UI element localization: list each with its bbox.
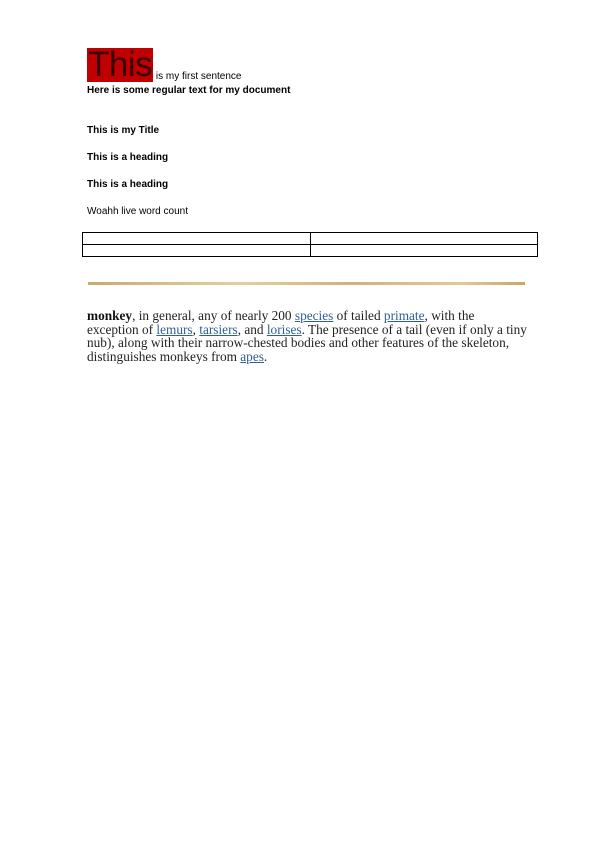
paragraph-text: , in general, any of nearly 200 <box>132 308 295 323</box>
heading-1: This is a heading <box>87 152 169 163</box>
regular-text-line: Here is some regular text for my document <box>87 85 291 96</box>
document-title: This is my Title <box>87 125 160 136</box>
heading-2: This is a heading <box>87 179 169 190</box>
table-cell[interactable] <box>83 233 311 245</box>
link-species[interactable]: species <box>294 308 334 323</box>
table-cell[interactable] <box>83 245 311 257</box>
table-cell[interactable] <box>310 245 538 257</box>
paragraph-text: of tailed <box>333 308 384 323</box>
first-sentence-rest: is my first sentence <box>153 71 242 82</box>
table-row <box>83 233 538 245</box>
paragraph-text: . The presence of a tail (even if only a tiny nub), along with their narrow-chested bodies and other features of the skeleton, distinguishes monkeys from <box>87 321 527 364</box>
link-tarsiers[interactable]: tarsiers <box>199 321 238 337</box>
link-lemurs[interactable]: lemurs <box>156 321 193 337</box>
paragraph-text: , with the exception of <box>87 308 475 337</box>
paragraph-text: . <box>263 348 268 364</box>
monkey-paragraph <box>87 309 527 363</box>
highlighted-large-word: This <box>88 45 153 84</box>
link-lorises[interactable]: lorises <box>266 321 302 337</box>
link-primate[interactable]: primate <box>383 308 425 323</box>
paragraph-text: , and <box>237 321 267 337</box>
table-cell[interactable] <box>310 233 538 245</box>
link-apes[interactable]: apes <box>240 348 264 364</box>
paragraph-text: , <box>192 321 200 337</box>
table-row <box>83 245 538 257</box>
first-sentence <box>87 45 242 84</box>
decorative-divider <box>88 282 525 285</box>
word-count-text: Woahh live word count <box>87 206 188 217</box>
document-table <box>82 232 538 257</box>
paragraph-term: monkey <box>87 308 133 323</box>
